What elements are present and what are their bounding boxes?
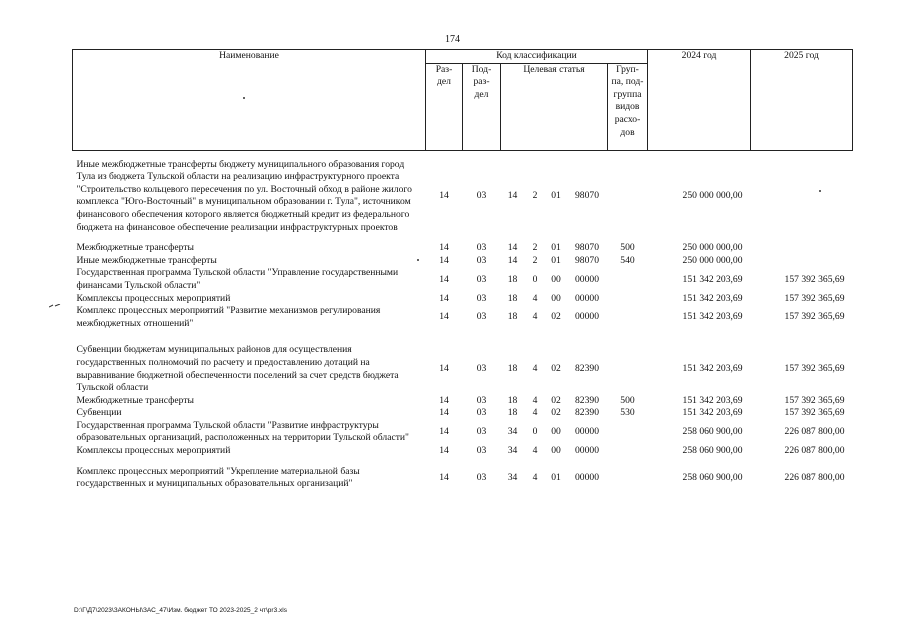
row-target-direction-cell: 82390: [575, 363, 599, 375]
row-2024-amount-cell: 151 342 203,69: [682, 311, 743, 323]
row-expense-group-cell: [608, 420, 648, 445]
row-target-type-cell: 4: [532, 407, 538, 419]
row-spacer: [73, 330, 853, 344]
row-2024-amount-cell: 258 060 900,00: [682, 445, 743, 457]
row-2025-amount-cell: [751, 159, 853, 235]
table-body: [73, 150, 853, 491]
row-section-cell: 14: [439, 445, 449, 457]
row-2025-amount-cell: [751, 242, 853, 255]
row-target-type-cell: 4: [532, 292, 538, 304]
row-target-direction-cell: 82390: [575, 394, 599, 406]
row-target-subprogram-cell: 02: [551, 363, 561, 375]
row-target-subprogram-cell: 01: [551, 242, 561, 254]
row-target-type-cell: 2: [532, 254, 538, 266]
row-target-direction-cell: 98070: [575, 242, 599, 254]
row-name-cell: Комплекс процессных мероприятий "Укрепление материальной базы государственных и муниципальных образовательных организаций": [76, 465, 360, 490]
row-2024-amount-cell: 151 342 203,69: [682, 292, 743, 304]
row-target-subprogram-cell: 00: [551, 292, 561, 304]
row-target-program-cell: 14: [507, 242, 518, 254]
row-2024-amount-cell: 151 342 203,69: [682, 394, 743, 406]
row-subsection-cell: 03: [476, 445, 487, 457]
col-code-group-header: Код классификации: [426, 50, 648, 64]
row-target-type-cell: 0: [532, 273, 538, 285]
row-target-program-cell: 18: [507, 363, 518, 375]
table-row: [73, 305, 853, 330]
row-name-cell: Государственная программа Тульской области "Управление государственными финансами Тульской области": [76, 267, 399, 291]
table-row: [73, 242, 853, 255]
row-target-subprogram-cell: 00: [551, 445, 561, 457]
row-target-direction-cell: 00000: [575, 311, 599, 323]
row-2025-amount-cell: 157 392 365,69: [784, 292, 845, 304]
row-2025-amount-cell: 226 087 800,00: [784, 445, 845, 457]
table-row: [73, 344, 853, 394]
row-name-cell: Иные межбюджетные трансферты бюджету муниципального образования город Тула из бюджета Тульской области на реализацию инфраструктурного проекта "Строительство кольцевого пересечения по ул. Восточный обход в районе жилого комплекса "Юго-Восточный" в муниципальном образовании г. Тула", источником финансового обеспечения которого является бюджетный кредит из федерального бюджета на финансовое обеспечение реализации инфраструктурных проектов: [76, 158, 412, 233]
row-expense-group-cell: [608, 293, 648, 306]
row-target-subprogram-cell: 01: [551, 190, 561, 202]
row-target-type-cell: 4: [532, 471, 538, 483]
row-subsection-cell: 03: [476, 407, 487, 419]
row-2025-amount-cell: 157 392 365,69: [784, 273, 845, 285]
row-section-cell: 14: [439, 426, 449, 438]
row-2025-amount-cell: [751, 255, 853, 268]
table-row: [73, 445, 853, 458]
table-row: [73, 159, 853, 235]
row-target-program-cell: 18: [507, 311, 518, 323]
row-subsection-cell: 03: [476, 394, 487, 406]
page-number: 174: [445, 34, 460, 45]
row-target-direction-cell: 00000: [575, 445, 599, 457]
row-2025-amount-cell: 157 392 365,69: [784, 394, 845, 406]
row-name-cell: Субвенции бюджетам муниципальных районов для осуществления государственных полномочий по расчету и предоставлению дотаций на выравнивание бюджетной обеспеченности поселений за счет средств бюджета Тульской области: [76, 344, 399, 394]
row-subsection-cell: 03: [476, 273, 487, 285]
col-section-header: Раз- дел: [426, 63, 463, 150]
row-subsection-cell: 03: [476, 190, 487, 202]
budget-table: [72, 49, 853, 491]
stray-dot-mark: [243, 97, 245, 99]
file-path-footer: D:\Г\Д7\2023\ЗАКОНЫ\ЗАС_47\Изм. бюджет ТО 2023-2025_2 чт\pr3.xls: [74, 607, 287, 614]
row-target-direction-cell: 82390: [575, 407, 599, 419]
row-name-cell: Комплекс процессных мероприятий "Развитие механизмов регулирования межбюджетных отношений": [76, 305, 381, 329]
row-target-subprogram-cell: 02: [551, 311, 561, 323]
row-name-cell: Комплексы процессных мероприятий: [76, 445, 231, 457]
row-2024-amount-cell: 151 342 203,69: [682, 407, 743, 419]
row-expense-group-cell: [608, 159, 648, 235]
row-2024-amount-cell: 151 342 203,69: [682, 363, 743, 375]
row-target-program-cell: 18: [507, 273, 518, 285]
row-name-cell: Государственная программа Тульской области "Развитие инфраструктуры образовательных организаций, расположенных на территории Тульской области": [76, 419, 409, 444]
row-target-type-cell: 4: [532, 445, 538, 457]
row-subsection-cell: 03: [476, 292, 487, 304]
row-expense-group-cell: [608, 445, 648, 458]
row-target-direction-cell: 98070: [575, 254, 599, 266]
row-section-cell: 14: [439, 190, 449, 202]
row-name-cell: Межбюджетные трансферты: [76, 394, 194, 406]
row-section-cell: 14: [439, 254, 449, 266]
row-target-direction-cell: 00000: [575, 292, 599, 304]
row-name-cell: Комплексы процессных мероприятий: [76, 292, 231, 304]
row-section-cell: 14: [439, 292, 449, 304]
row-target-subprogram-cell: 02: [551, 394, 561, 406]
row-target-program-cell: 14: [507, 254, 518, 266]
row-target-direction-cell: 00000: [575, 471, 599, 483]
row-target-direction-cell: 00000: [575, 273, 599, 285]
stray-dot-mark: [819, 190, 821, 192]
row-name-cell: Иные межбюджетные трансферты: [76, 254, 217, 266]
row-expense-group-cell: [608, 305, 648, 330]
row-2025-amount-cell: 157 392 365,69: [784, 311, 845, 323]
row-target-direction-cell: 98070: [575, 190, 599, 202]
row-2025-amount-cell: 226 087 800,00: [784, 426, 845, 438]
row-target-type-cell: 4: [532, 394, 538, 406]
stray-pen-mark: [49, 304, 61, 308]
row-expense-group-cell: [608, 344, 648, 394]
stray-dot-mark: [417, 259, 419, 261]
row-2024-amount-cell: 151 342 203,69: [682, 273, 743, 285]
row-2024-amount-cell: 258 060 900,00: [682, 471, 743, 483]
row-target-direction-cell: 00000: [575, 426, 599, 438]
row-subsection-cell: 03: [476, 311, 487, 323]
row-target-program-cell: 18: [507, 394, 518, 406]
table-row: [73, 395, 853, 408]
row-target-subprogram-cell: 00: [551, 273, 561, 285]
row-section-cell: 14: [439, 311, 449, 323]
table-row: [73, 420, 853, 445]
row-section-cell: 14: [439, 273, 449, 285]
row-subsection-cell: 03: [476, 254, 487, 266]
row-target-subprogram-cell: 01: [551, 254, 561, 266]
row-target-program-cell: 14: [507, 190, 518, 202]
table-row: [73, 407, 853, 420]
row-subsection-cell: 03: [476, 426, 487, 438]
row-target-type-cell: 2: [532, 190, 538, 202]
col-name-header: Наименование: [73, 50, 426, 151]
row-target-subprogram-cell: 00: [551, 426, 561, 438]
row-spacer: [73, 458, 853, 466]
row-target-type-cell: 4: [532, 311, 538, 323]
row-target-program-cell: 34: [507, 426, 518, 438]
row-target-program-cell: 34: [507, 471, 518, 483]
row-subsection-cell: 03: [476, 242, 487, 254]
table-row: [73, 466, 853, 491]
row-target-subprogram-cell: 01: [551, 471, 561, 483]
row-2025-amount-cell: 157 392 365,69: [784, 407, 845, 419]
row-section-cell: 14: [439, 242, 449, 254]
row-section-cell: 14: [439, 394, 449, 406]
table-row: [73, 293, 853, 306]
row-name-cell: Межбюджетные трансферты: [76, 242, 194, 254]
col-2024-header: 2024 год: [648, 50, 751, 151]
row-2024-amount-cell: 250 000 000,00: [682, 190, 743, 202]
row-expense-group-cell: 540: [620, 254, 635, 266]
row-section-cell: 14: [439, 407, 449, 419]
col-subsection-header: Под- раз- дел: [463, 63, 501, 150]
col-2025-header: 2025 год: [751, 50, 853, 151]
row-2024-amount-cell: 250 000 000,00: [682, 242, 743, 254]
row-2024-amount-cell: 250 000 000,00: [682, 254, 743, 266]
row-subsection-cell: 03: [476, 363, 487, 375]
row-target-type-cell: 0: [532, 426, 538, 438]
header-row-1: [73, 50, 853, 64]
row-expense-group-cell: 530: [620, 407, 635, 419]
row-target-type-cell: 2: [532, 242, 538, 254]
row-2025-amount-cell: 226 087 800,00: [784, 471, 845, 483]
row-expense-group-cell: [608, 466, 648, 491]
row-target-subprogram-cell: 02: [551, 407, 561, 419]
row-section-cell: 14: [439, 471, 449, 483]
row-expense-group-cell: [608, 267, 648, 292]
row-target-program-cell: 34: [507, 445, 518, 457]
col-expense-group-header: Груп- па, под- группа видов расхо- дов: [608, 63, 648, 150]
table-row: [73, 255, 853, 268]
row-expense-group-cell: 500: [620, 394, 635, 406]
row-2024-amount-cell: 258 060 900,00: [682, 426, 743, 438]
table-row: [73, 267, 853, 292]
row-2025-amount-cell: 157 392 365,69: [784, 363, 845, 375]
row-name-cell: Субвенции: [76, 407, 122, 419]
row-target-type-cell: 4: [532, 363, 538, 375]
row-target-program-cell: 18: [507, 292, 518, 304]
row-spacer: [73, 234, 853, 242]
row-target-program-cell: 18: [507, 407, 518, 419]
col-target-article-header: Целевая статья: [501, 63, 608, 150]
row-section-cell: 14: [439, 363, 449, 375]
row-expense-group-cell: 500: [620, 242, 635, 254]
row-subsection-cell: 03: [476, 471, 487, 483]
